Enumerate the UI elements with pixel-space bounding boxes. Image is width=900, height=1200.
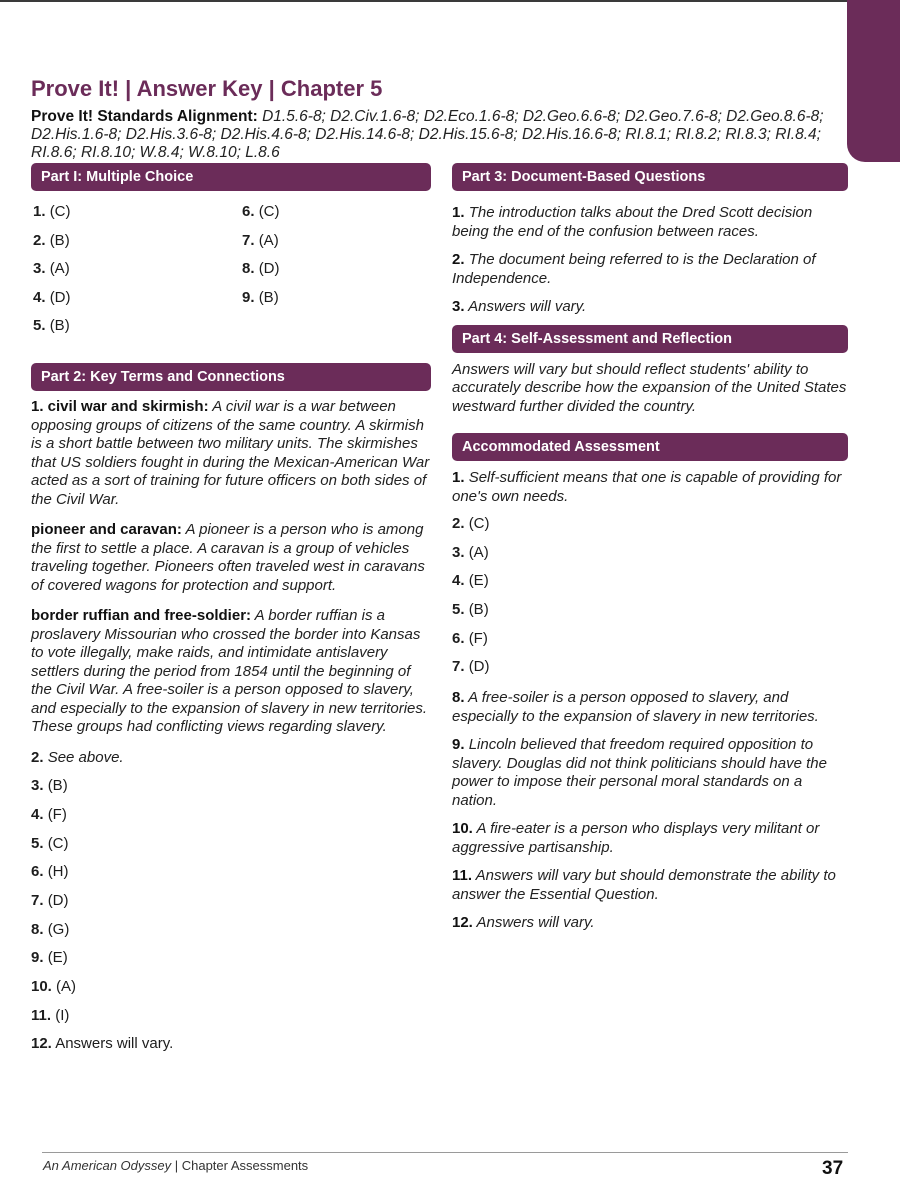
- answer-item: 7. (D): [31, 891, 69, 909]
- answer-item: 2. See above.: [31, 748, 124, 766]
- footer-rule: [42, 1152, 848, 1153]
- answer-item: 5. (B): [452, 601, 489, 619]
- multiple-choice-answers: [31, 191, 431, 363]
- mc-answer: 2. (B): [33, 231, 70, 249]
- chapter-corner-tab: [847, 0, 900, 162]
- accommodated-answer: 9. Lincoln believed that freedom required opposition to slavery. Douglas did not think politicians should have the power to impose their personal moral standards on a nation.: [452, 736, 827, 809]
- answer-item: 10. (A): [31, 978, 77, 995]
- right-column: [452, 163, 848, 933]
- answer-item: 11. (I): [31, 1006, 70, 1024]
- mc-answer: 1. (C): [33, 203, 71, 220]
- mc-answer: 8. (D): [242, 260, 280, 277]
- answer-item: 2. (C): [452, 515, 490, 532]
- page-number: 37: [822, 1158, 844, 1179]
- accommodated-choice-answers: [452, 515, 848, 687]
- mc-answer: 4. (D): [33, 288, 71, 306]
- key-term-entry: pioneer and caravan: A pioneer is a person who is among the first to settle a place. A caravan is a group of vehicles traveling together. Pioneers often traveled west in caravans of covered wagons for protection and support.: [31, 521, 425, 594]
- answer-item: 3. (B): [31, 777, 68, 795]
- answer-item: 12. Answers will vary.: [31, 1035, 174, 1053]
- standards-alignment: [31, 108, 846, 162]
- mc-answer: 5. (B): [33, 317, 70, 334]
- answer-item: 5. (C): [31, 834, 69, 852]
- left-column: [31, 163, 431, 1064]
- part2-heading: Part 2: Key Terms and Connections: [31, 363, 431, 391]
- key-term-entry: 1. civil war and skirmish: A civil war is a war between opposing groups of citizens of the same country. A skirmish is a short battle between two military units. The skirmishes that US soldiers fought in during the Mexican-American War acted as a sort of training for future officers on both sides of the Civil War.: [31, 398, 430, 508]
- part4-heading: Part 4: Self-Assessment and Reflection: [452, 325, 848, 353]
- top-rule: [0, 0, 900, 2]
- answer-item: 3. (A): [452, 543, 489, 561]
- standards-label: Prove It! Standards Alignment:: [31, 108, 258, 125]
- answer-item: 9. (E): [31, 949, 68, 967]
- accommodated-answer: 8. A free-soiler is a person opposed to slavery, and especially to the expansion of slavery in new territories.: [452, 689, 819, 725]
- dbq-answer: 1. The introduction talks about the Dred Scott decision being the end of the confusion between races.: [452, 204, 813, 240]
- answer-item: 6. (F): [452, 629, 488, 647]
- answer-item: 4. (E): [452, 572, 489, 590]
- footer-citation: [43, 1158, 308, 1173]
- standards-text: D1.5.6-8; D2.Civ.1.6-8; D2.Eco.1.6-8; D2.Geo.6.6-8; D2.Geo.7.6-8; D2.Geo.8.6-8; D2.His.1.6-8; D2.His.3.6-8; D2.His.4.6-8; D2.His.14.6-8; D2.His.15.6-8; D2.His.16.6-8; RI.8.1; RI.8.2; RI.8.3; RI.8.4; RI.8.6; RI.8.10; W.8.4; W.8.10; L.8.6: [31, 108, 824, 161]
- mc-answer: 6. (C): [242, 203, 280, 220]
- dbq-answer: 3. Answers will vary.: [452, 298, 587, 315]
- footer-section: | Chapter Assessments: [171, 1158, 309, 1173]
- accommodated-answer: 12. Answers will vary.: [452, 914, 595, 932]
- mc-answer: 7. (A): [242, 231, 279, 249]
- answer-item: 8. (G): [31, 920, 70, 938]
- answer-item: 4. (F): [31, 805, 67, 823]
- key-term-answers: [31, 749, 431, 1065]
- part3-heading: Part 3: Document-Based Questions: [452, 163, 848, 191]
- accommodated-answer: 10. A fire-eater is a person who displays very militant or aggressive partisanship.: [452, 820, 820, 856]
- mc-answer: 9. (B): [242, 288, 279, 306]
- part1-heading: Part I: Multiple Choice: [31, 163, 431, 191]
- key-term-entry: border ruffian and free-soldier: A border ruffian is a proslavery Missourian who crossed the border into Kansas to vote illegally, make raids, and intimidate antislavery settlers during the period from 1854 until the beginning of the Civil War. A free-soiler is a person opposed to slavery, and especially to the expansion of slavery in new territories. These groups had conflicting views regarding slavery.: [31, 607, 428, 735]
- mc-answer: 3. (A): [33, 260, 70, 277]
- book-title: An American Odyssey: [43, 1158, 172, 1173]
- accommodated-answer: 11. Answers will vary but should demonstrate the ability to answer the Essential Question.: [452, 867, 836, 903]
- page-title: Prove It! | Answer Key | Chapter 5: [31, 76, 383, 101]
- dbq-answer: 2. The document being referred to is the Declaration of Independence.: [452, 251, 816, 287]
- answer-item: 7. (D): [452, 658, 490, 676]
- reflection-answer: Answers will vary but should reflect students' ability to accurately describe how the expansion of the United States westward further divided the country.: [452, 360, 847, 415]
- answer-item: 6. (H): [31, 863, 69, 881]
- accommodated-heading: Accommodated Assessment: [452, 433, 848, 461]
- accommodated-answer: 1. Self-sufficient means that one is capable of providing for one's own needs.: [452, 469, 842, 505]
